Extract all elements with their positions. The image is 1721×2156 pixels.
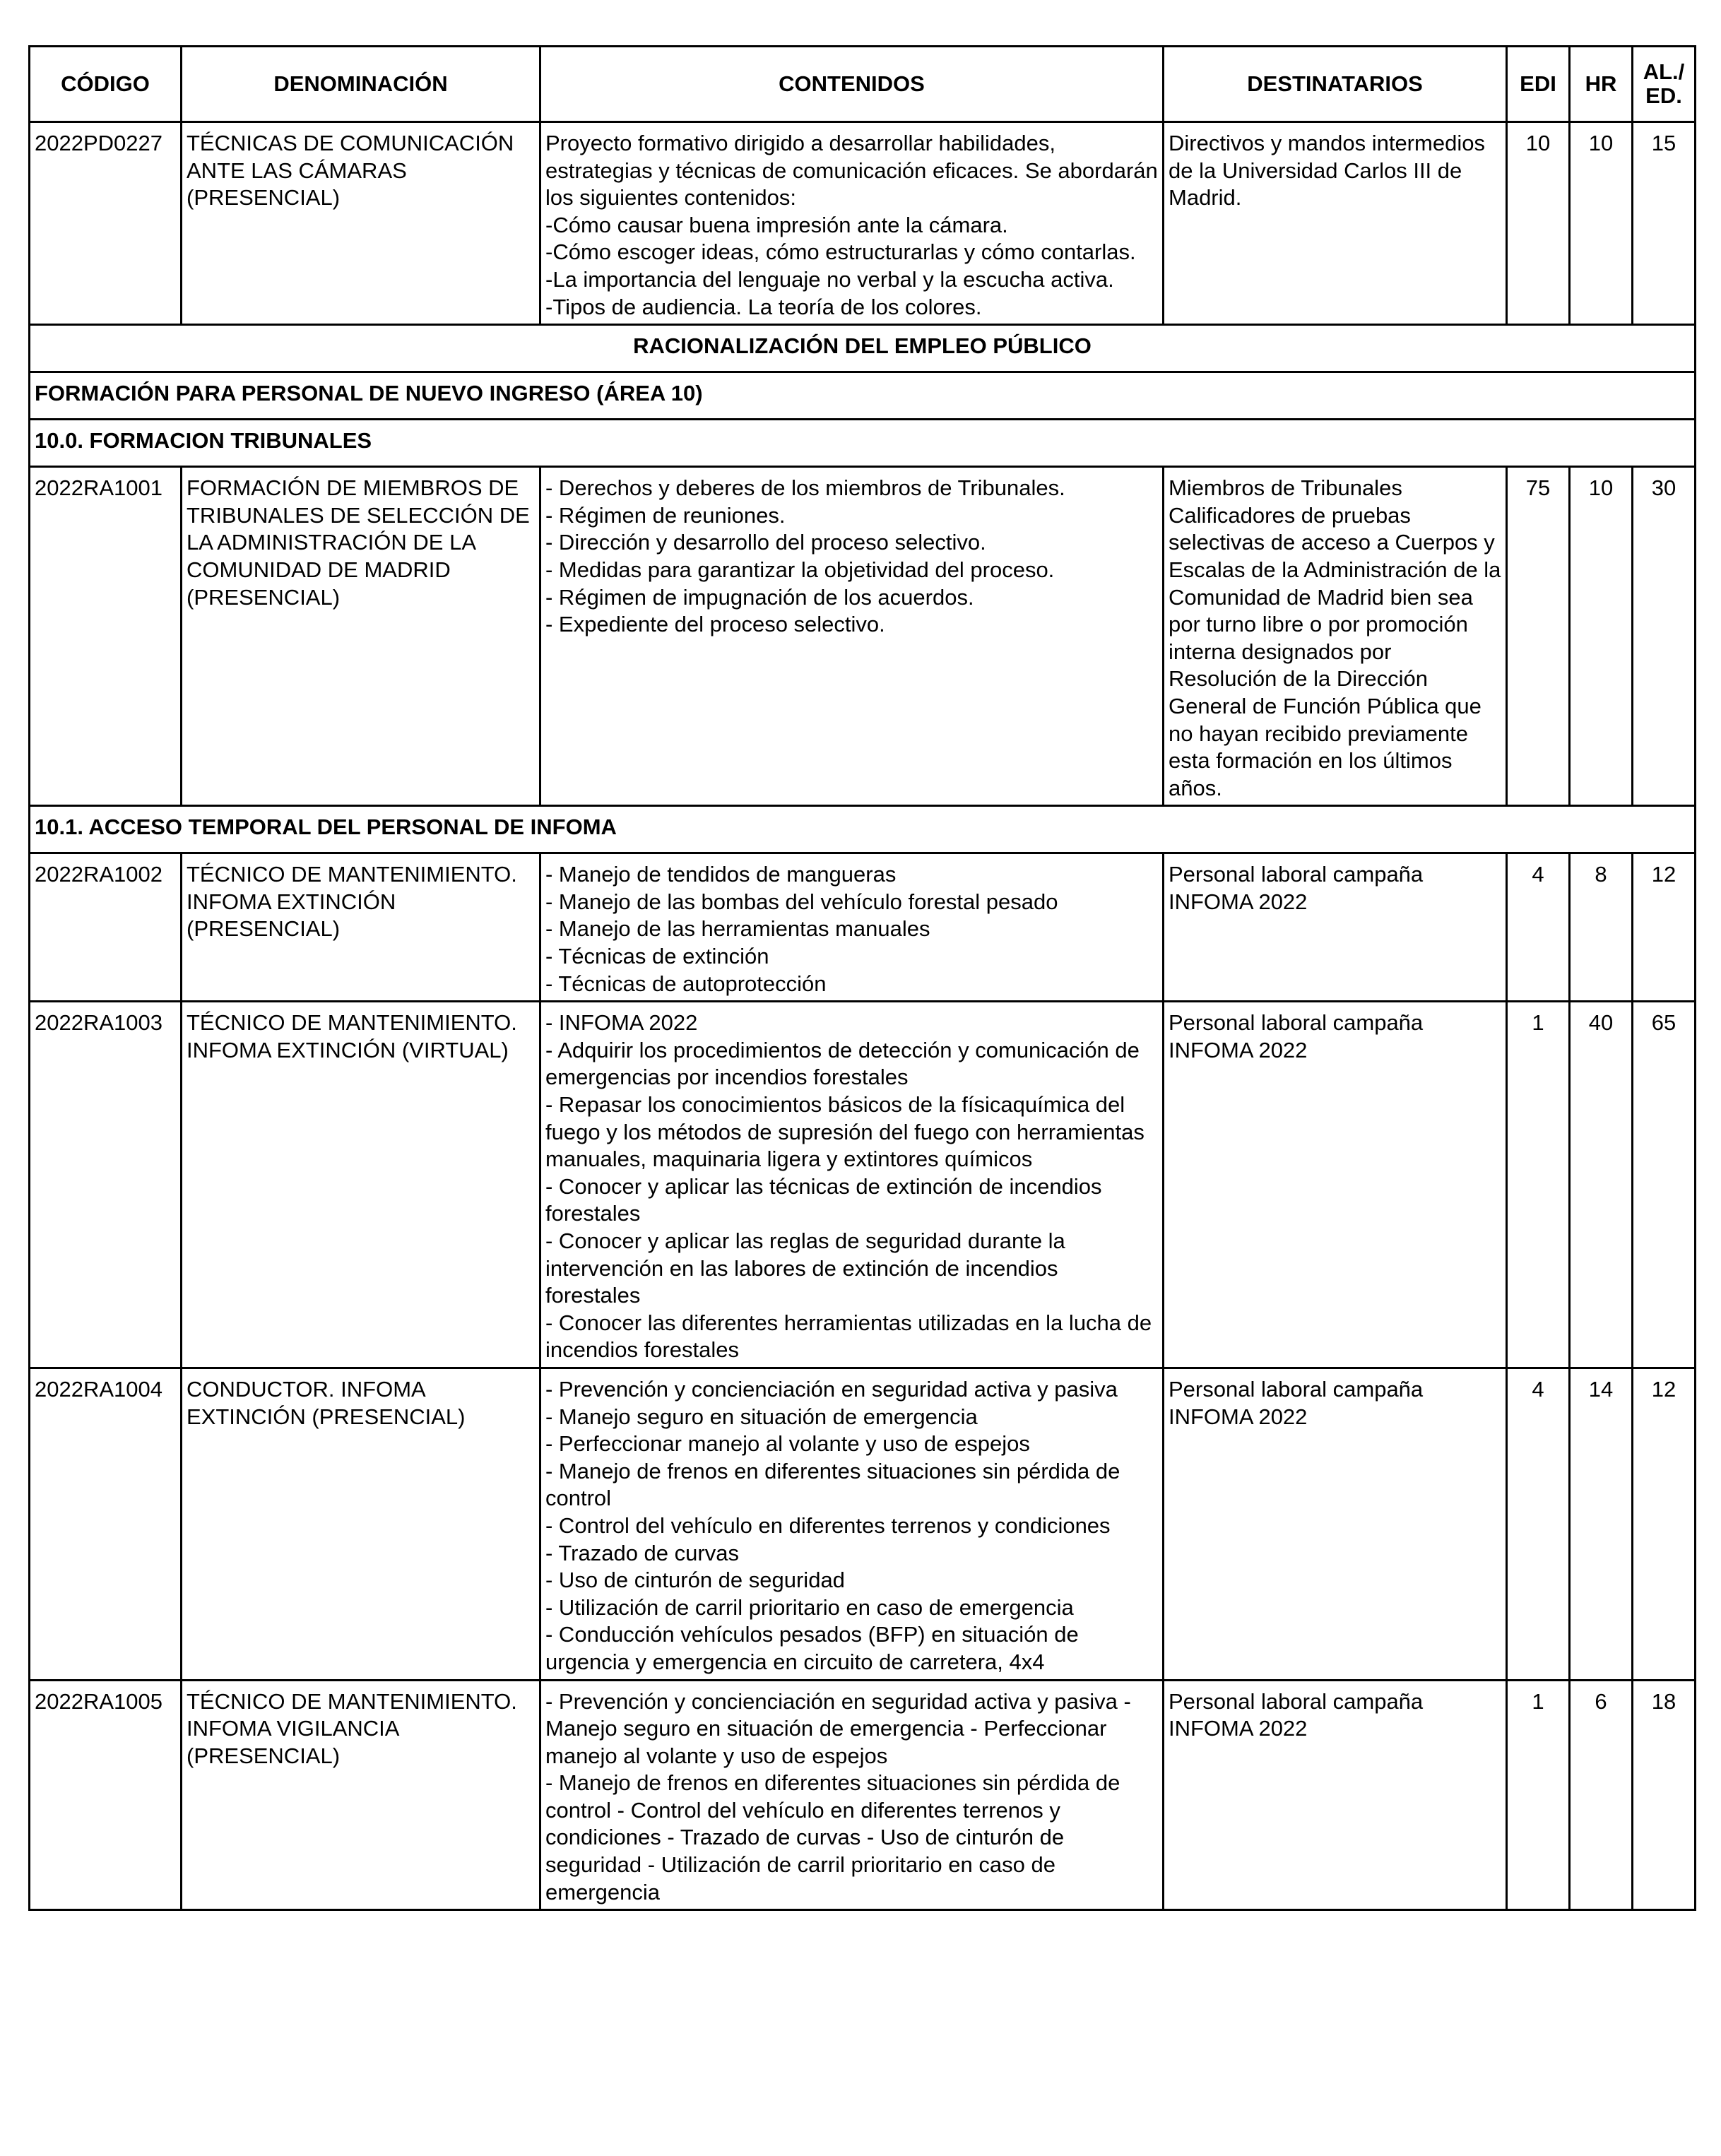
section-row [30, 372, 1696, 420]
content-line: - Manejo de tendidos de mangueras [545, 862, 897, 887]
content-line: - Manejo de las herramientas manuales [545, 916, 930, 942]
header-row [30, 47, 1696, 122]
cell-denominacion: TÉCNICO DE MANTENIMIENTO. INFOMA EXTINCIÓN (VIRTUAL) [182, 1002, 540, 1368]
content-line: - Manejo de las bombas del vehículo forestal pesado [545, 889, 1058, 914]
header-contenidos: CONTENIDOS [540, 47, 1164, 122]
section-title-10-0: 10.0. FORMACION TRIBUNALES [30, 420, 1696, 467]
section-row [30, 325, 1696, 372]
section-title-area: FORMACIÓN PARA PERSONAL DE NUEVO INGRESO (ÁREA 10) [30, 372, 1696, 420]
content-line: - Conducción vehículos pesados (BFP) en situación de urgencia y emergencia en circuito de carretera, 4x4 [545, 1622, 1079, 1674]
content-line: - Trazado de curvas [545, 1540, 739, 1565]
content-line: - Utilización de carril prioritario en caso de emergencia [545, 1594, 1074, 1620]
table-row [30, 122, 1696, 325]
header-al-ed-line1: AL./ [1643, 59, 1685, 84]
content-line: -Tipos de audiencia. La teoría de los colores. [545, 294, 982, 319]
table-row [30, 853, 1696, 1002]
cell-hr: 40 [1570, 1002, 1633, 1368]
cell-codigo: 2022RA1005 [30, 1680, 182, 1910]
cell-hr: 6 [1570, 1680, 1633, 1910]
cell-denominacion: TÉCNICO DE MANTENIMIENTO. INFOMA EXTINCIÓN (PRESENCIAL) [182, 853, 540, 1002]
cell-denominacion: CONDUCTOR. INFOMA EXTINCIÓN (PRESENCIAL) [182, 1368, 540, 1680]
cell-edi: 4 [1507, 853, 1570, 1002]
content-line: - INFOMA 2022 [545, 1010, 698, 1036]
cell-denominacion: FORMACIÓN DE MIEMBROS DE TRIBUNALES DE SELECCIÓN DE LA ADMINISTRACIÓN DE LA COMUNIDAD DE MADRID (PRESENCIAL) [182, 467, 540, 806]
cell-al-ed: 12 [1633, 1368, 1696, 1680]
content-line: - Adquirir los procedimientos de detección y comunicación de emergencias por incendios forestales [545, 1037, 1140, 1090]
cell-codigo: 2022RA1001 [30, 467, 182, 806]
cell-al-ed: 30 [1633, 467, 1696, 806]
cell-al-ed: 18 [1633, 1680, 1696, 1910]
cell-denominacion: TÉCNICO DE MANTENIMIENTO. INFOMA VIGILANCIA (PRESENCIAL) [182, 1680, 540, 1910]
content-line: - Conocer las diferentes herramientas utilizadas en la lucha de incendios forestales [545, 1310, 1152, 1363]
table-row [30, 1368, 1696, 1680]
content-line: -Cómo causar buena impresión ante la cámara. [545, 212, 1008, 237]
cell-denominacion: TÉCNICAS DE COMUNICACIÓN ANTE LAS CÁMARAS (PRESENCIAL) [182, 122, 540, 325]
cell-destinatarios: Personal laboral campaña INFOMA 2022 [1164, 1368, 1507, 1680]
cell-hr: 10 [1570, 122, 1633, 325]
cell-al-ed: 12 [1633, 853, 1696, 1002]
cell-codigo: 2022PD0227 [30, 122, 182, 325]
cell-hr: 8 [1570, 853, 1633, 1002]
content-line: - Manejo de frenos en diferentes situaciones sin pérdida de control [545, 1458, 1120, 1511]
cell-contenidos [540, 853, 1164, 1002]
content-line: - Derechos y deberes de los miembros de Tribunales. [545, 475, 1065, 501]
cell-codigo: 2022RA1003 [30, 1002, 182, 1368]
cell-codigo: 2022RA1002 [30, 853, 182, 1002]
content-line: - Expediente del proceso selectivo. [545, 612, 885, 637]
content-line: - Prevención y concienciación en seguridad activa y pasiva [545, 1376, 1118, 1402]
cell-contenidos [540, 1368, 1164, 1680]
content-line: -Cómo escoger ideas, cómo estructurarlas y cómo contarlas. [545, 239, 1136, 265]
cell-codigo: 2022RA1004 [30, 1368, 182, 1680]
content-line: - Régimen de reuniones. [545, 502, 786, 528]
content-line: - Control del vehículo en diferentes terrenos y condiciones [545, 1512, 1111, 1538]
section-title-main: RACIONALIZACIÓN DEL EMPLEO PÚBLICO [30, 325, 1696, 372]
content-line: -La importancia del lenguaje no verbal y la escucha activa. [545, 266, 1114, 292]
cell-contenidos [540, 1680, 1164, 1910]
content-line: - Perfeccionar manejo al volante y uso de espejos [545, 1431, 1030, 1457]
header-al-ed [1633, 47, 1696, 122]
content-line: - Uso de cinturón de seguridad [545, 1568, 845, 1593]
header-codigo: CÓDIGO [30, 47, 182, 122]
content-line: - Repasar los conocimientos básicos de la físicaquímica del fuego y los métodos de supresión del fuego con herramientas manuales, maquinaria ligera y extintores químicos [545, 1092, 1145, 1172]
header-al-ed-line2: ED. [1645, 83, 1682, 108]
cell-al-ed: 15 [1633, 122, 1696, 325]
content-line: - Régimen de impugnación de los acuerdos. [545, 584, 974, 610]
content-line: - Prevención y concienciación en seguridad activa y pasiva - Manejo seguro en situación de emergencia - Perfeccionar manejo al volante y uso de espejos [545, 1688, 1131, 1768]
content-line: - Técnicas de extinción [545, 944, 769, 969]
header-hr: HR [1570, 47, 1633, 122]
table-row [30, 1680, 1696, 1910]
cell-edi: 75 [1507, 467, 1570, 806]
cell-edi: 1 [1507, 1680, 1570, 1910]
cell-edi: 1 [1507, 1002, 1570, 1368]
cell-contenidos [540, 122, 1164, 325]
cell-hr: 10 [1570, 467, 1633, 806]
content-line: - Manejo seguro en situación de emergencia [545, 1404, 978, 1429]
cell-destinatarios: Personal laboral campaña INFOMA 2022 [1164, 1002, 1507, 1368]
table-row [30, 1002, 1696, 1368]
section-row [30, 806, 1696, 853]
content-line: - Dirección y desarrollo del proceso selectivo. [545, 530, 986, 555]
header-edi: EDI [1507, 47, 1570, 122]
cell-destinatarios: Personal laboral campaña INFOMA 2022 [1164, 853, 1507, 1002]
header-denominacion: DENOMINACIÓN [182, 47, 540, 122]
section-title-10-1: 10.1. ACCESO TEMPORAL DEL PERSONAL DE INFOMA [30, 806, 1696, 853]
cell-contenidos [540, 1002, 1164, 1368]
training-table [28, 45, 1696, 1911]
cell-edi: 10 [1507, 122, 1570, 325]
cell-hr: 14 [1570, 1368, 1633, 1680]
cell-destinatarios: Personal laboral campaña INFOMA 2022 [1164, 1680, 1507, 1910]
content-line: - Técnicas de autoprotección [545, 971, 827, 996]
cell-contenidos [540, 467, 1164, 806]
header-destinatarios: DESTINATARIOS [1164, 47, 1507, 122]
content-line: - Conocer y aplicar las técnicas de extinción de incendios forestales [545, 1173, 1102, 1226]
content-line: - Medidas para garantizar la objetividad del proceso. [545, 557, 1055, 582]
cell-al-ed: 65 [1633, 1002, 1696, 1368]
cell-destinatarios: Directivos y mandos intermedios de la Universidad Carlos III de Madrid. [1164, 122, 1507, 325]
cell-destinatarios: Miembros de Tribunales Calificadores de pruebas selectivas de acceso a Cuerpos y Escalas de la Administración de la Comunidad de Madrid bien sea por turno libre o por promoción interna designados por Resolución de la Dirección General de Función Pública que no hayan recibido previamente esta formación en los últimos años. [1164, 467, 1507, 806]
cell-edi: 4 [1507, 1368, 1570, 1680]
content-line: - Conocer y aplicar las reglas de seguridad durante la intervención en las labores de extinción de incendios forestales [545, 1228, 1065, 1308]
table-row [30, 467, 1696, 806]
section-row [30, 420, 1696, 467]
content-line: Proyecto formativo dirigido a desarrollar habilidades, estrategias y técnicas de comunicación eficaces. Se abordarán los siguientes contenidos: [545, 131, 1158, 211]
content-line: - Manejo de frenos en diferentes situaciones sin pérdida de control - Control del vehículo en diferentes terrenos y condiciones - Trazado de curvas - Uso de cinturón de seguridad - Utilización de carril prioritario en caso de emergencia [545, 1770, 1120, 1905]
